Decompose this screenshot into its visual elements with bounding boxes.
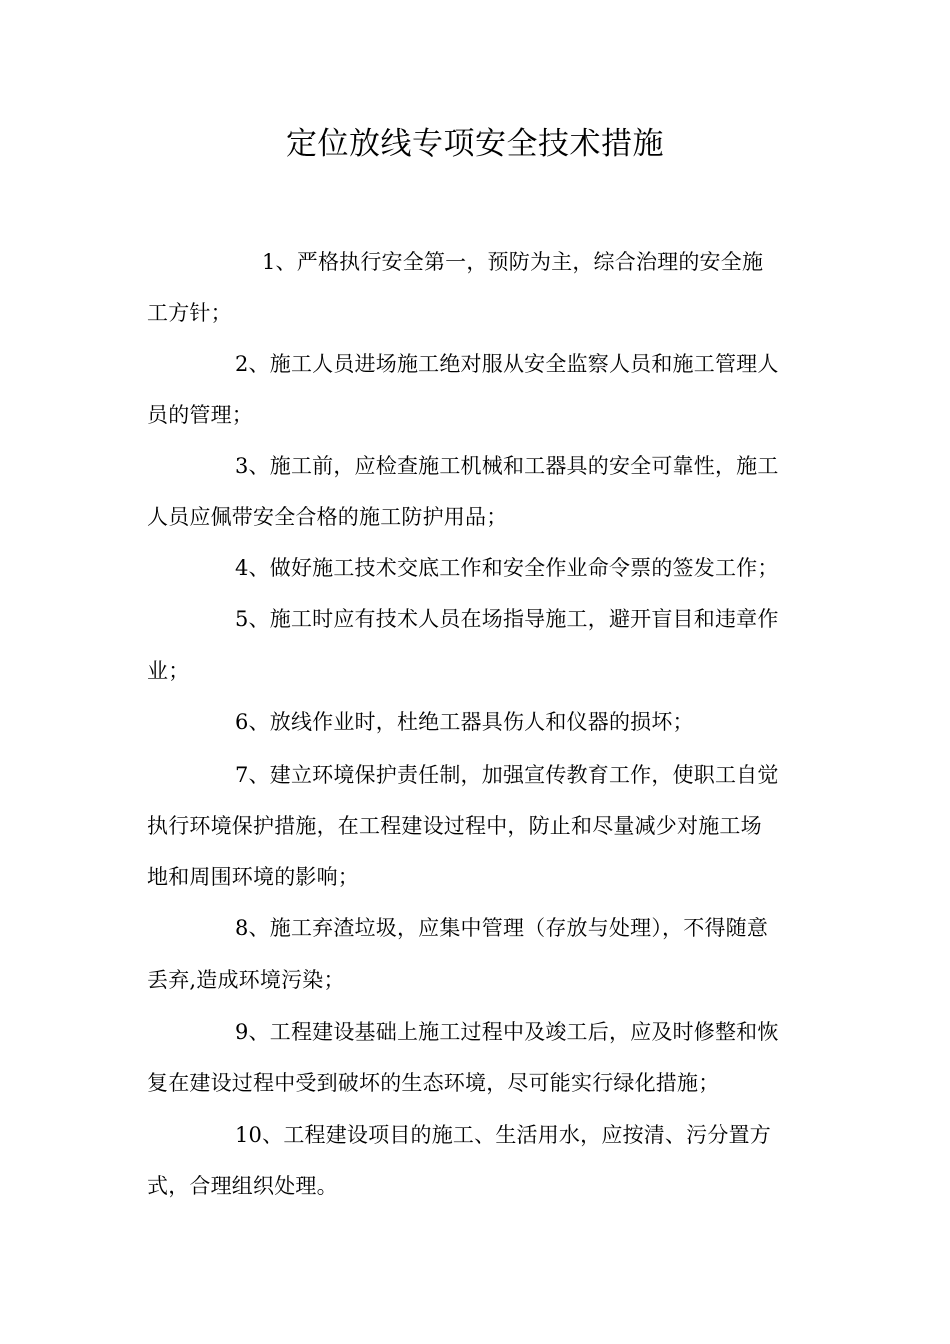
item-2-line-2: 员的管理； <box>147 403 253 427</box>
item-5-line-2: 业； <box>147 659 190 683</box>
item-8-line-1: 8、施工弃渣垃圾，应集中管理（存放与处理），不得随意 <box>235 916 769 940</box>
item-4-line-1: 4、做好施工技术交底工作和安全作业命令票的签发工作； <box>235 556 779 580</box>
item-7-line-2: 执行环境保护措施，在工程建设过程中，防止和尽量减少对施工场 <box>147 814 762 838</box>
item-9-line-1: 9、工程建设基础上施工过程中及竣工后，应及时修整和恢 <box>235 1020 779 1044</box>
item-10-line-2: 式，合理组织处理。 <box>147 1174 338 1198</box>
item-3-line-1: 3、施工前，应检查施工机械和工器具的安全可靠性，施工 <box>235 454 779 478</box>
item-9-line-2: 复在建设过程中受到破坏的生态环境，尽可能实行绿化措施； <box>147 1071 720 1095</box>
item-2-line-1: 2、施工人员进场施工绝对服从安全监察人员和施工管理人 <box>235 352 779 376</box>
document-title: 定位放线专项安全技术措施 <box>286 126 664 162</box>
item-8-line-2: 丢弃,造成环境污染； <box>147 968 345 992</box>
item-7-line-3: 地和周围环境的影响； <box>147 865 359 889</box>
item-5-line-1: 5、施工时应有技术人员在场指导施工，避开盲目和违章作 <box>235 607 779 631</box>
item-1-line-1: 1、严格执行安全第一，预防为主，综合治理的安全施 <box>262 250 764 274</box>
item-7-line-1: 7、建立环境保护责任制，加强宣传教育工作，使职工自觉 <box>235 763 779 787</box>
item-6-line-1: 6、放线作业时，杜绝工器具伤人和仪器的损坏； <box>235 710 694 734</box>
item-1-line-2: 工方针； <box>147 301 232 325</box>
item-3-line-2: 人员应佩带安全合格的施工防护用品； <box>147 505 508 529</box>
item-10-line-1: 10、工程建设项目的施工、生活用水，应按清、污分置方 <box>235 1123 771 1147</box>
